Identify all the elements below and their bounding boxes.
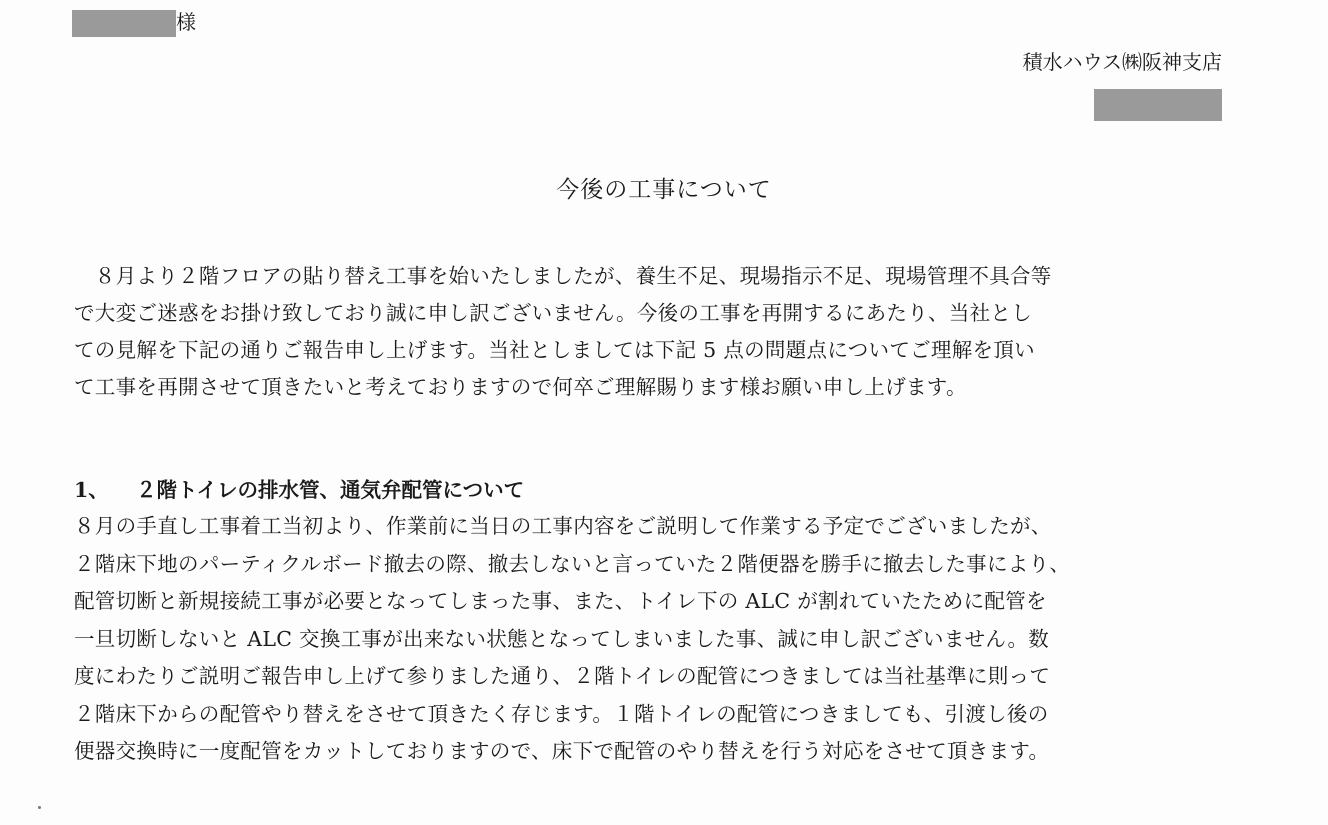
- section-line: 配管切断と新規接続工事が必要となってしまった事、また、トイレ下の ALC が割れていたために配管を: [74, 589, 1047, 613]
- section-line: ２階床下からの配管やり替えをさせて頂きたく存じます。１階トイレの配管につきましても、引渡し後の: [74, 701, 1049, 726]
- section-line: ８月の手直し工事着工当初より、作業前に当日の工事内容をご説明して作業する予定でございましたが、: [74, 514, 1052, 538]
- intro-line: て工事を再開させて頂きたいと考えておりますので何卒ご理解賜ります様お願い申し上げます。: [74, 375, 967, 399]
- intro-line: ての見解を下記の通りご報告申し上げます。当社としましては下記 5 点の問題点についてご理解を頂い: [74, 338, 1035, 362]
- section-line: ２階床下地のパーティクルボード撤去の際、撤去しないと言っていた２階便器を勝手に撤去した事により、: [74, 551, 1071, 576]
- intro-paragraph: [74, 258, 1244, 406]
- redacted-sender-name: [1094, 89, 1222, 121]
- section-line: 便器交換時に一度配管をカットしておりますので、床下で配管のやり替えを行う対応をさせて頂きます。: [74, 739, 1050, 763]
- recipient-honorific: 様: [176, 10, 196, 34]
- section-number: 1、: [74, 478, 109, 502]
- section-line: 度にわたりご説明ご報告申し上げて参りました通り、２階トイレの配管につきましては当社基準に則って: [74, 664, 1051, 688]
- section-heading-text: ２階トイレの排水管、通気弁配管について: [136, 478, 525, 502]
- sender-company-name: 積水ハウス㈱阪神支店: [1022, 50, 1222, 74]
- scan-speck: [38, 806, 41, 809]
- intro-line: ８月より２階フロアの貼り替え工事を始いたしましたが、養生不足、現場指示不足、現場管理不具合等: [74, 264, 1052, 288]
- section-heading: [74, 474, 524, 506]
- redacted-recipient-name: [72, 10, 176, 37]
- section-line: 一旦切断しないと ALC 交換工事が出来ない状態となってしまいました事、誠に申し訳ございません。数: [74, 626, 1050, 651]
- document-title: 今後の工事について: [556, 177, 772, 203]
- section-body: [74, 508, 1244, 771]
- intro-line: で大変ご迷惑をお掛け致しており誠に申し訳ございません。今後の工事を再開するにあたり、当社とし: [74, 301, 1033, 325]
